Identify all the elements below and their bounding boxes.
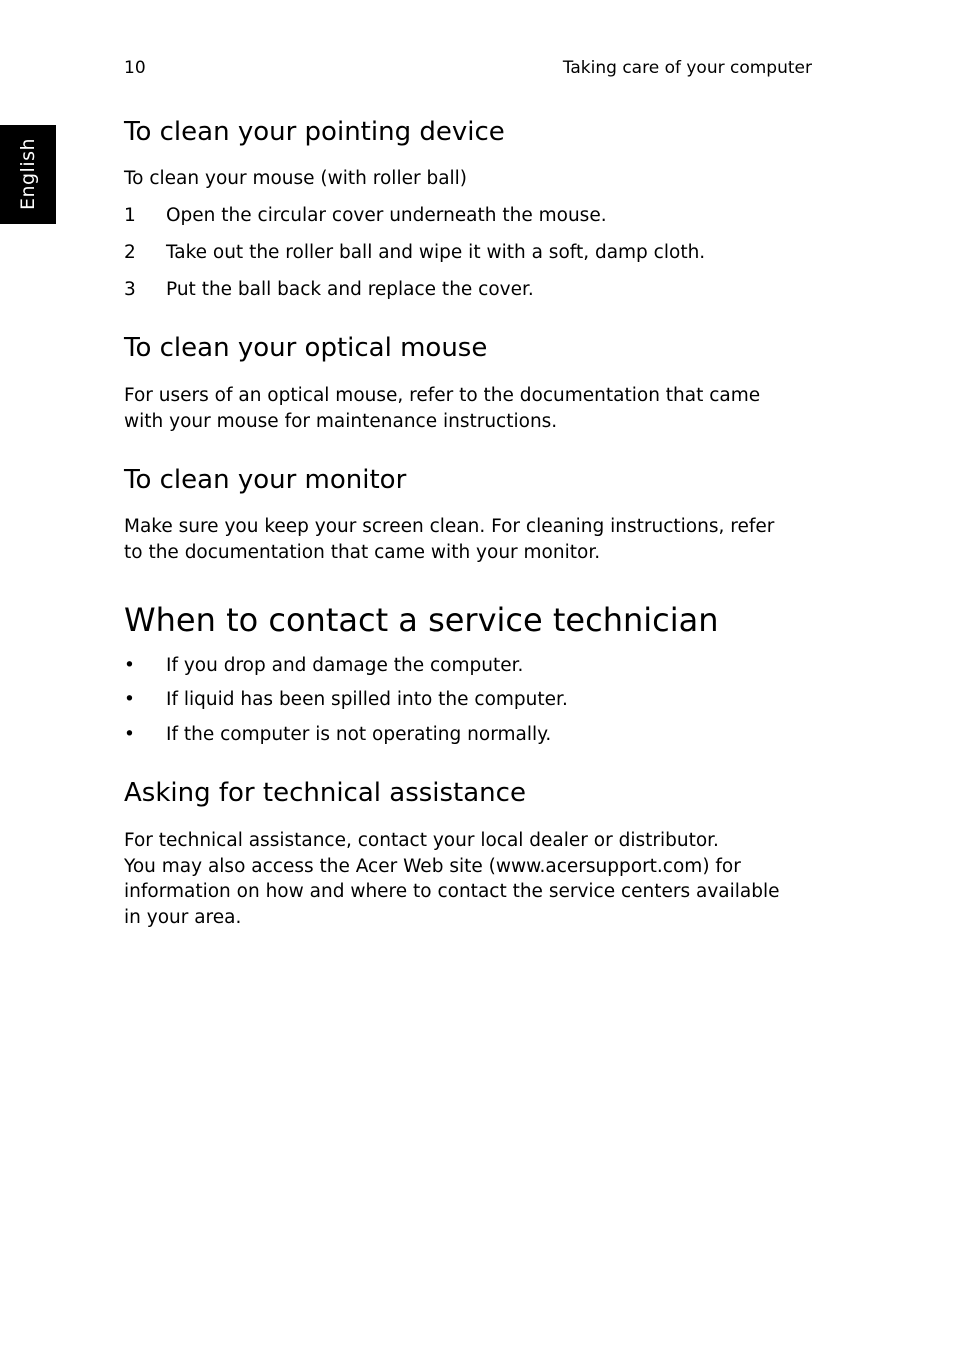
heading-optical-mouse: To clean your optical mouse [124, 333, 488, 363]
text-line: For users of an optical mouse, refer to the documentation that came [124, 385, 761, 406]
language-tab-label: English [17, 137, 39, 211]
bullet-text: If you drop and damage the computer. [166, 655, 524, 676]
heading-pointing-device: To clean your pointing device [124, 117, 505, 147]
bullet-marker: • [124, 724, 135, 745]
heading-technical-assistance: Asking for technical assistance [124, 778, 526, 808]
page-number: 10 [124, 58, 146, 78]
bullet-marker: • [124, 689, 135, 710]
text-line: information on how and where to contact the service centers available [124, 881, 780, 902]
text-line: Make sure you keep your screen clean. For cleaning instructions, refer [124, 516, 775, 537]
step-text: Put the ball back and replace the cover. [166, 279, 534, 300]
step-text: Take out the roller ball and wipe it with a soft, damp cloth. [166, 242, 706, 263]
bullet-text: If the computer is not operating normally. [166, 724, 552, 745]
heading-service-technician: When to contact a service technician [124, 601, 719, 639]
pointing-device-intro: To clean your mouse (with roller ball) [124, 168, 468, 189]
language-tab [0, 125, 56, 224]
step-number: 1 [124, 205, 136, 226]
monitor-body [124, 514, 814, 565]
heading-monitor: To clean your monitor [124, 465, 407, 495]
step-text: Open the circular cover underneath the mouse. [166, 205, 607, 226]
text-line: in your area. [124, 906, 242, 928]
running-header: Taking care of your computer [562, 58, 812, 78]
text-line: For technical assistance, contact your local dealer or distributor. [124, 830, 719, 851]
technical-assistance-body [124, 828, 814, 930]
text-line: with your mouse for maintenance instructions. [124, 410, 558, 432]
optical-mouse-body [124, 383, 814, 434]
bullet-text: If liquid has been spilled into the computer. [166, 689, 568, 710]
text-line: to the documentation that came with your monitor. [124, 541, 601, 563]
step-number: 3 [124, 279, 136, 300]
text-line: You may also access the Acer Web site (www.acersupport.com) for [124, 855, 741, 877]
bullet-marker: • [124, 655, 135, 676]
step-number: 2 [124, 242, 136, 263]
